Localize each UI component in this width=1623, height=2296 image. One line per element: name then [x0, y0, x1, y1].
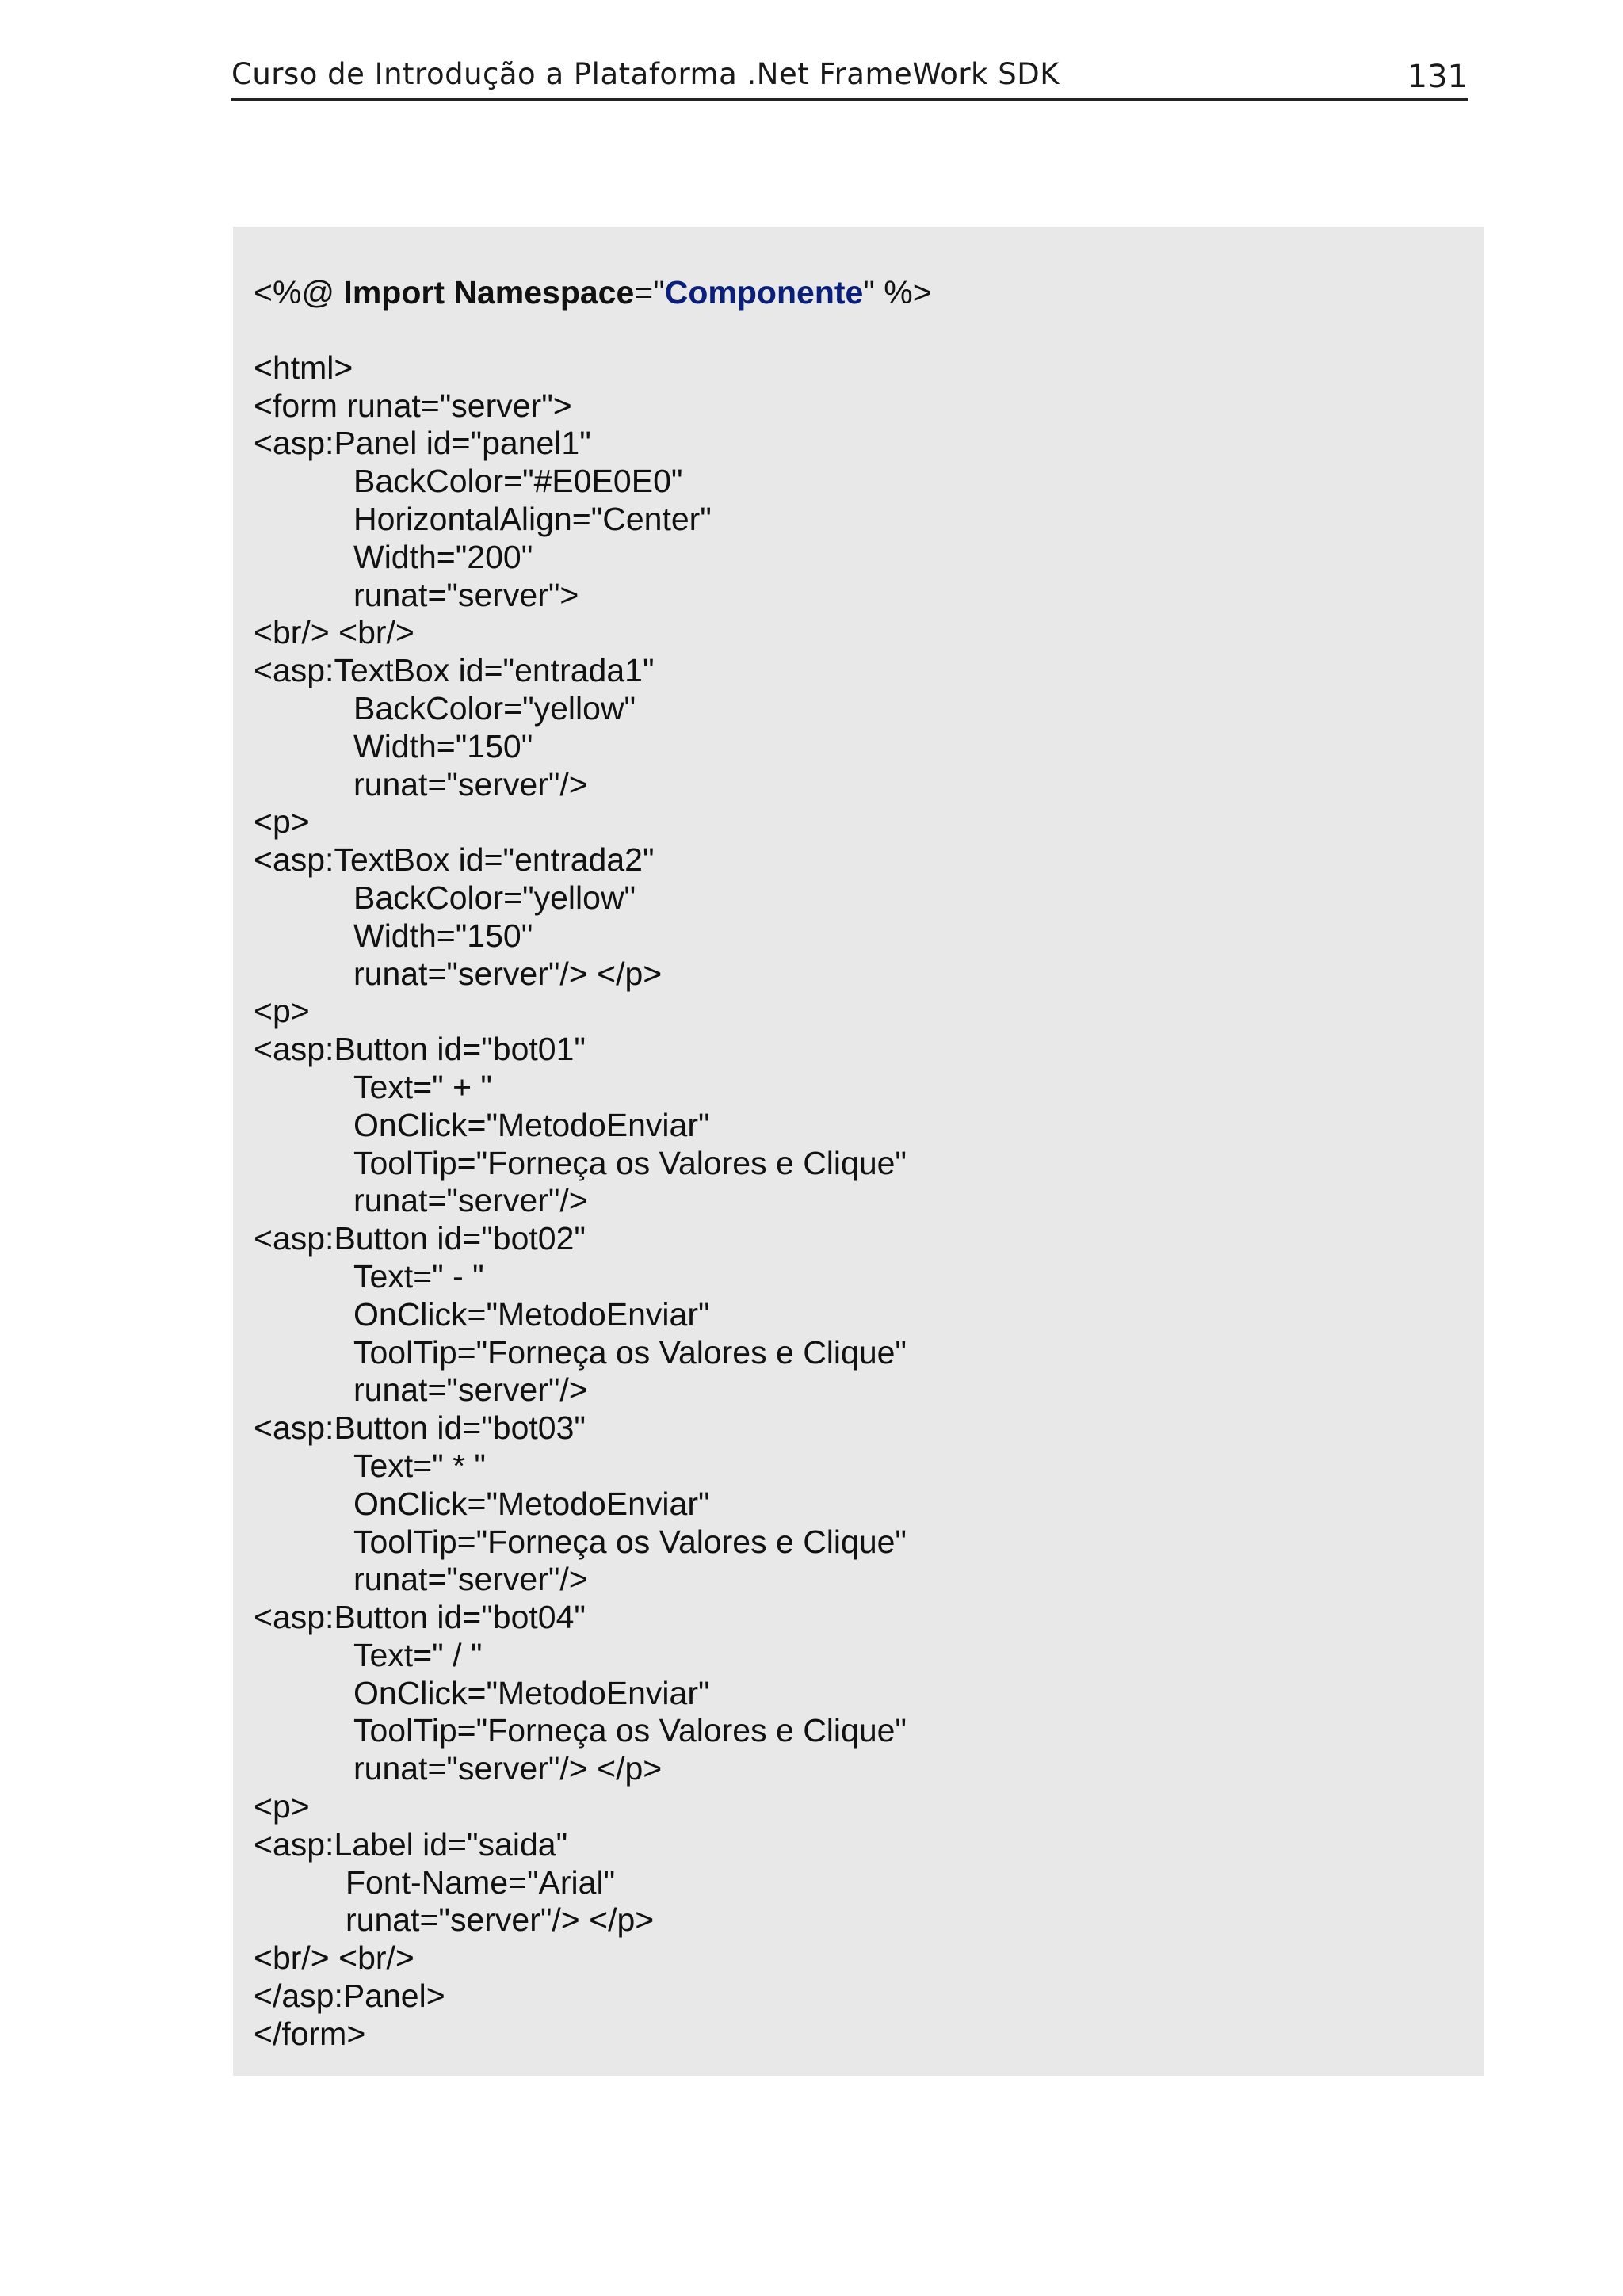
code-line: OnClick="MetodoEnviar"	[353, 1295, 710, 1333]
code-line: runat="server"/>	[353, 765, 588, 803]
code-line: <asp:Button id="bot02"	[254, 1220, 586, 1257]
directive-eq: ="	[634, 274, 665, 311]
code-line: </asp:Panel>	[254, 1978, 445, 2015]
code-line: <br/> <br/>	[254, 1939, 414, 1977]
code-line: OnClick="MetodoEnviar"	[353, 1106, 710, 1143]
code-line: </form>	[254, 2015, 366, 2052]
header-title: Curso de Introdução a Plataforma .Net FrameWork SDK	[231, 57, 1060, 91]
code-line: OnClick="MetodoEnviar"	[353, 1674, 710, 1711]
code-line: ToolTip="Forneça os Valores e Clique"	[353, 1144, 907, 1181]
code-line: <p>	[254, 803, 310, 841]
directive-open: <%@	[254, 274, 344, 311]
code-line: BackColor="yellow"	[353, 689, 636, 727]
code-line: runat="server"/> </p>	[353, 955, 663, 992]
import-directive-line	[254, 274, 932, 312]
code-line: Text=" + "	[353, 1068, 492, 1105]
code-line: <br/> <br/>	[254, 614, 414, 651]
code-line: <form runat="server">	[254, 387, 572, 424]
code-line: Text=" * "	[353, 1447, 486, 1484]
code-line: <html>	[254, 349, 353, 386]
code-line: ToolTip="Forneça os Valores e Clique"	[353, 1333, 907, 1371]
directive-close: " %>	[863, 274, 932, 311]
directive-namespace: Componente	[664, 274, 864, 311]
code-line: runat="server"/> </p>	[346, 1901, 655, 1939]
directive-keyword: Import Namespace	[343, 274, 635, 311]
code-line: Text=" - "	[353, 1257, 484, 1295]
code-line: <asp:Button id="bot04"	[254, 1599, 586, 1636]
code-line: Font-Name="Arial"	[346, 1863, 616, 1901]
code-line: HorizontalAlign="Center"	[353, 500, 712, 537]
code-line: OnClick="MetodoEnviar"	[353, 1485, 710, 1522]
code-line: Text=" / "	[353, 1636, 483, 1673]
code-line: runat="server"/>	[353, 1561, 588, 1598]
code-line: <asp:TextBox id="entrada2"	[254, 841, 655, 879]
code-line: runat="server"/>	[353, 1182, 588, 1219]
code-line: <asp:TextBox id="entrada1"	[254, 652, 655, 689]
code-line: Width="200"	[353, 538, 533, 575]
code-listing-box	[233, 227, 1484, 2076]
code-line: runat="server"/> </p>	[353, 1750, 663, 1787]
page-header	[231, 57, 1468, 101]
code-line: BackColor="#E0E0E0"	[353, 463, 683, 500]
code-line: Width="150"	[353, 917, 533, 954]
code-line: <asp:Button id="bot01"	[254, 1031, 586, 1068]
page-number: 131	[1407, 59, 1468, 95]
code-line: BackColor="yellow"	[353, 879, 636, 916]
code-line: <asp:Label id="saida"	[254, 1825, 568, 1863]
code-line: ToolTip="Forneça os Valores e Clique"	[353, 1712, 907, 1749]
code-line: <p>	[254, 993, 310, 1030]
code-line: <asp:Panel id="panel1"	[254, 425, 591, 462]
code-line: ToolTip="Forneça os Valores e Clique"	[353, 1523, 907, 1560]
code-line: Width="150"	[353, 727, 533, 765]
code-line: runat="server"/>	[353, 1371, 588, 1409]
code-line: runat="server">	[353, 576, 579, 613]
code-listing	[254, 274, 932, 2054]
code-line: <asp:Button id="bot03"	[254, 1409, 586, 1447]
code-line: <p>	[254, 1788, 310, 1825]
